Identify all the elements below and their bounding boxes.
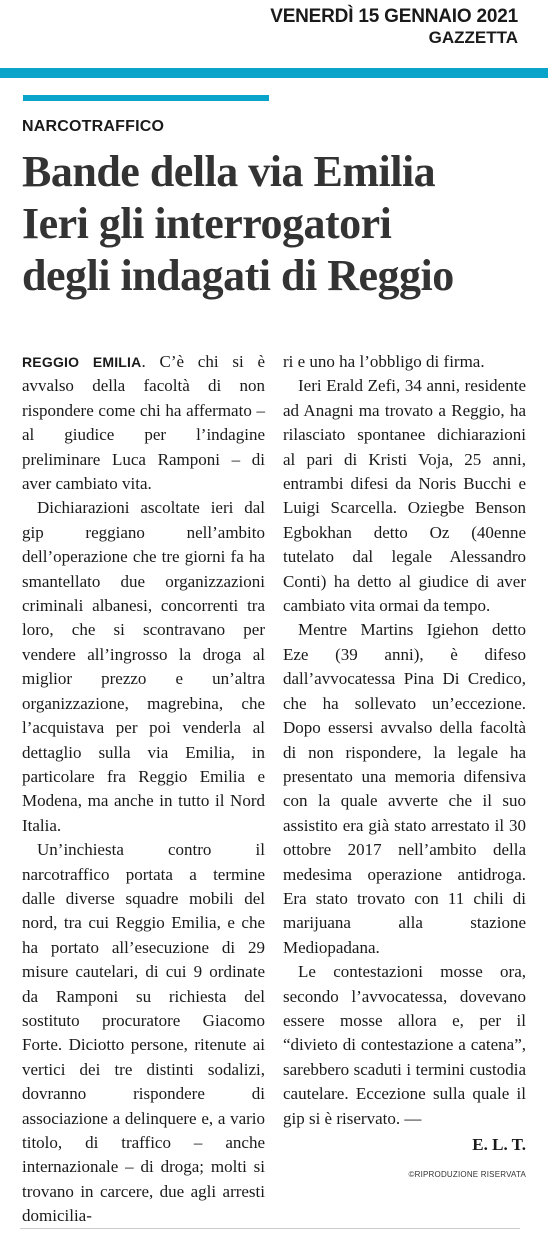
article-paragraph: Dichiarazioni ascoltate ieri dal gip reggiano nell’ambito dell’operazione che tre giorni fa ha smantellato due organizzazioni criminali albanesi, concorrenti tra loro, che si scontravano per vendere all’ingrosso la droga al miglior prezzo e un’altra organizzazione, magrebina, che l’acquistava per poi venderla al dettaglio sulla via Emilia, in particolare fra Reggio Emilia e Modena, ma anche in tutto il Nord Italia.: [22, 498, 265, 835]
headline-line: Ieri gli interrogatori: [22, 199, 392, 248]
issue-date: VENERDÌ 15 GENNAIO 2021: [270, 6, 518, 27]
paragraph-text: . C’è chi si è avvalso della facoltà di non rispondere come chi ha affermato – al giudice per l’indagine preliminare Luca Ramponi – di aver cambiato vita.: [22, 352, 265, 494]
article-paragraph: Ieri Erald Zefi, 34 anni, residente ad Anagni ma trovato a Reggio, ha rilasciato spontanee dichiarazioni al pari di Kristi Voja, 25 anni, entrambi difesi da Noris Bucchi e Luigi Scarcella. Oziegbe Benson Egbokhan detto Oz (40enne tutelato dal legale Alessandro Conti) ha detto al giudice di aver cambiato vita ormai da tempo.: [283, 376, 526, 616]
article-headline: [22, 146, 532, 302]
article-column-right: [283, 350, 526, 1188]
article-paragraph: ri e uno ha l’obbligo di firma.: [283, 352, 485, 371]
headline-line: degli indagati di Reggio: [22, 251, 454, 300]
newspaper-name: GAZZETTA: [428, 27, 518, 47]
copyright-notice: ©RIPRODUZIONE RISERVATA: [408, 1170, 526, 1180]
kicker-bar: [23, 95, 269, 101]
page-header: [270, 6, 518, 47]
top-rule: [0, 68, 548, 78]
headline-line: Bande della via Emilia: [22, 147, 436, 196]
article-column-left: [22, 350, 265, 1229]
article-paragraph: Un’inchiesta contro il narcotraffico portata a termine dalle diverse squadre mobili del nord, tra cui Reggio Emilia, e che ha portato all’esecuzione di 29 misure cautelari, di cui 9 ordinate da Ramponi su richiesta del sostituto procuratore Giacomo Forte. Diciotto persone, ritenute ai vertici dei tre distinti sodalizi, dovranno rispondere di associazione a delinquere e, a vario titolo, di traffico – anche internazionale – di droga; molti si trovano in carcere, due agli arresti domicilia-: [22, 840, 265, 1226]
article-paragraph: Mentre Martins Igiehon detto Eze (39 anni), è difeso dall’avvocatessa Pina Di Credico, che ha sollevato un’eccezione. Dopo essersi avvalso della facoltà di non rispondere, la legale ha presentato una memoria difensiva con la quale avverte che il suo assistito era già stato arrestato il 30 ottobre 2017 nell’ambito della medesima operazione antidroga. Era stato trovato con 11 chili di marijuana alla stazione Mediopadana.: [283, 620, 526, 957]
dateline: REGGIO EMILIA: [22, 354, 142, 370]
author-signature: E. L. T.: [472, 1135, 526, 1154]
article-paragraph: [22, 350, 265, 496]
article-paragraph: Le contestazioni mosse ora, secondo l’avvocatessa, dovevano essere mosse allora e, per il “divieto di contestazione a catena”, sarebbero scaduti i termini custodia cautelare. Eccezione sulla quale il gip si è riservato. —: [283, 962, 526, 1128]
article-kicker: NARCOTRAFFICO: [22, 118, 165, 135]
bottom-rule: [20, 1228, 520, 1229]
